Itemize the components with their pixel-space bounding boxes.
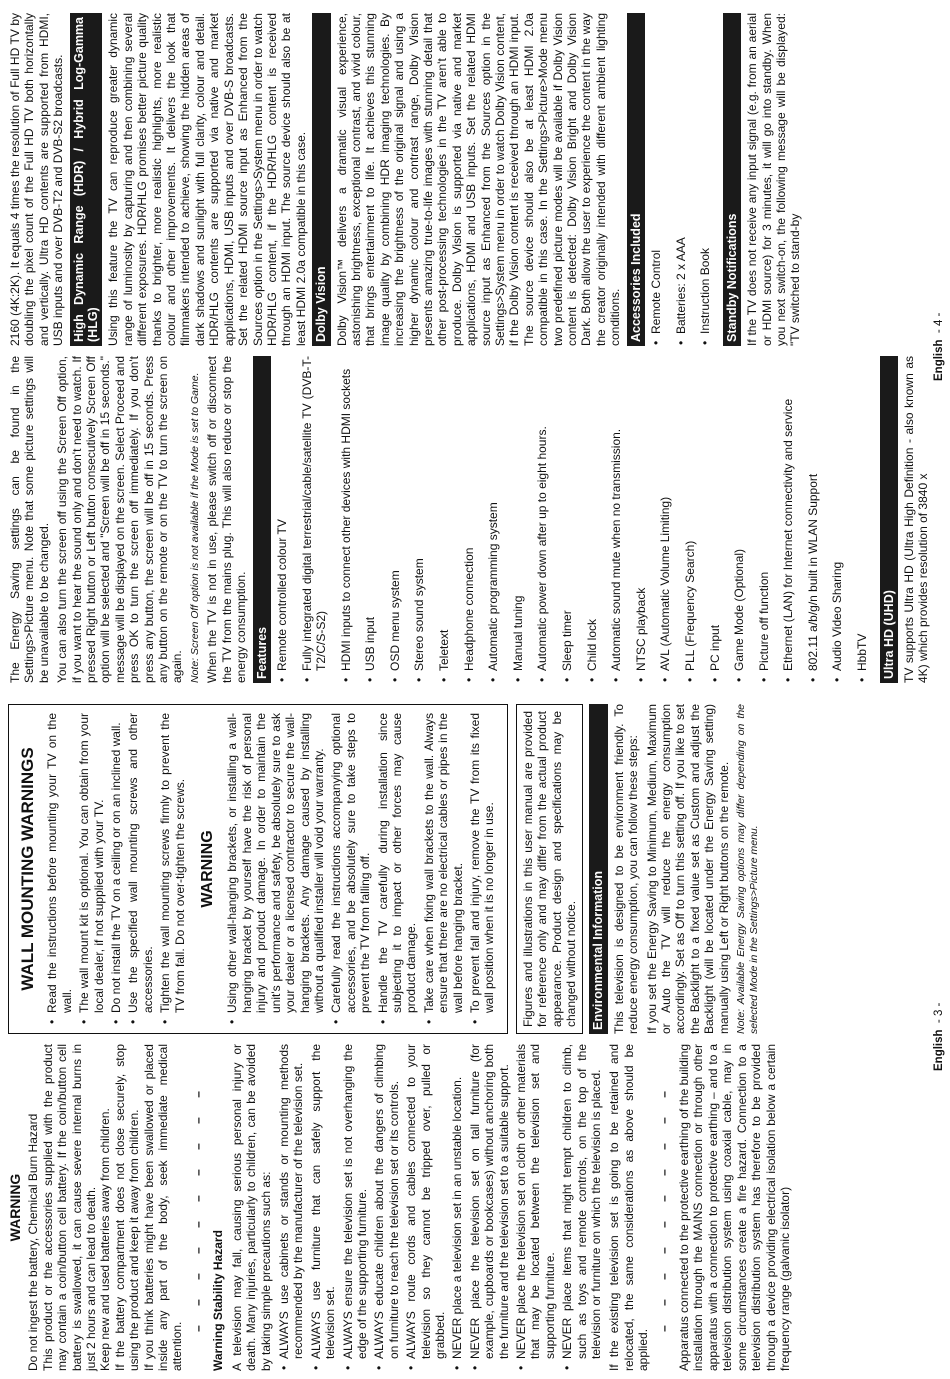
list-item: • Teletext	[437, 356, 451, 683]
list-item: • Read the instructions before mounting your TV on the wall.	[45, 713, 74, 1025]
dolby-vision-text: Dolby Vision™ delivers a dramatic visual experience, astonishing brightness, exceptional contrast, and vivid colour, that brings entertainment to life. It achieves this stunning image quality by combining HDR imaging technologies. By increasing the brightness of the original signal and using a higher dynamic colour and contrast range, Dolby Vision presents amazing true-to-life images with stunning detail that other post-processing technologies in the TV aren't able to produce. Dolby Vision is supported via native and market applications, HDMI and USB inputs. Set the related HDMI source input as Enhanced from the Sources option in the Settings>System menu in order to watch Dolby Vision content, if the Dolby Vision content is received through an HDMI input. The source device should also be at least HDMI 2.0a compatible in this case. In the Settings>Picture>Mode menu two predefined picture modes will be available if Dolby Vision content is detected: Dolby Vision Bright and Dolby Vision Dark. Both allow the user to experience the content in the way the creator originally intended with different ambient lighting conditions.	[334, 13, 623, 346]
footer-language: English	[933, 339, 945, 381]
page4-left-column	[8, 356, 935, 683]
accessories-list	[649, 13, 713, 346]
page3-left-column	[8, 1044, 796, 1371]
power-off-text: When the TV is not in use, please switch off or disconnect the TV from the mains plug. This will also reduce or stop the energy consumption.	[205, 356, 249, 683]
energy-saving-text: If you set the Energy Saving to Minimum, Medium, Maximum or Auto the TV will reduce the energy consumption accordingly. Set as Off to turn this setting off. If you like to set the Backlight to a fixed value set as Custom and adjust the Backlight (will be located under the Energy Saving setting) manually using Left or Right buttons on the remote.	[644, 704, 731, 1034]
wall-mounting-list	[45, 713, 187, 1025]
list-item: • The wall mount kit is optional. You can obtain from your local dealer, if not supplied with your TV.	[77, 713, 106, 1025]
list-item: • ALWAYS use cabinets or stands or mounting methods recommended by the manufacturer of the television set.	[277, 1044, 306, 1371]
earthing-text: Apparatus connected to the protective earthing of the building installation through the MAINS connection or through other apparatus with a connection to protective earthing – and to a television distribution system using coaxial cable, may in some circumstances create a fire hazard. Connection to a television distribution system has therefore to be provided through a device providing electrical isolation below a certain frequency range (galvanic isolator)	[677, 1044, 792, 1371]
page-number: - 3 -	[933, 1002, 945, 1024]
page4-right-column	[8, 13, 807, 346]
wall-mounting-heading: WALL MOUNTING WARNINGS	[18, 747, 37, 991]
page-number: - 4 -	[933, 312, 945, 334]
uhd-text: TV supports Ultra HD (Ultra High Definition - also known as 4K) which provides resolution of 3840 x	[902, 356, 931, 683]
list-item: • Using other wall-hanging brackets, or installing a wall-hanging bracket by yourself have the risk of personal injury and product damage. In order to maintain the unit's performance and safety, be absolutely sure to ask your dealer or a licensed contractor to secure the wall-hanging brackets. Any damage caused by installing without a qualified installer will void your warranty.	[225, 713, 326, 1025]
relocation-text: If the existing television set is going to be retained and relocated, the same considerations as above should be applied.	[607, 1044, 651, 1371]
install-warning-list	[225, 713, 496, 1025]
list-item: • Remote controlled colour TV	[275, 356, 289, 683]
standby-heading: Standby Notifications	[723, 13, 741, 346]
energy-settings-location: The Energy Saving settings can be found in the Settings>Picture menu. Note that some picture settings will be unavailable to be changed.	[8, 356, 51, 683]
list-item: • PC input	[708, 356, 722, 683]
features-heading: Features	[253, 356, 271, 683]
list-item: • Sleep timer	[560, 356, 574, 683]
list-item: • ALWAYS route cords and cables connected to your television so they cannot be tripped over, pulled or grabbed.	[404, 1044, 447, 1371]
environmental-heading: Environmental Information	[589, 704, 607, 1034]
manual-page-4	[0, 0, 950, 689]
list-item: • Automatic programming system	[486, 356, 500, 683]
list-item: • NEVER place the television set on tall furniture (for example, cupboards or bookcases) without anchoring both the furniture and the television set to a suitable support.	[468, 1044, 511, 1371]
footer-language: English	[933, 1029, 945, 1071]
list-item: • Manual tuning	[511, 356, 525, 683]
screen-off-text: You can also turn the screen off using the Screen Off option, if you want to hear the sound only and don't need to watch. If pressed Right button or Left button consecutively Screen Off option will be selected and "Screen will be off in 15 seconds." message will be displayed on the screen. Select Proceed and press OK to turn the screen off immediately. If you don't press any button, the screen will be off in 15 seconds. Press any button on the remote or on the TV to turn the screen on again.	[55, 356, 185, 683]
list-item: • Use the specified wall mounting screws and other accessories.	[126, 713, 155, 1025]
page-footer	[933, 313, 945, 381]
list-item: • Tighten the wall mounting screws firmly to prevent the TV from fall. Do not over-tighten the screws.	[158, 713, 187, 1025]
list-item: • Do not install the TV on a ceiling or on an inclined wall.	[109, 713, 123, 1025]
warning-heading: WARNING	[199, 830, 217, 908]
list-item: • ALWAYS ensure the television set is not overhanging the edge of the supporting furniture.	[341, 1044, 370, 1371]
list-item: • Audio Video Sharing	[830, 356, 844, 683]
list-item: • OSD menu system	[388, 356, 402, 683]
dolby-vision-heading: Dolby Vision	[312, 13, 330, 346]
list-item: • Batteries: 2 x AAA	[674, 13, 688, 346]
battery-warning-text: Do not ingest the battery, Chemical Burn Hazard This product or the accessories supplied with the product may contain a coin/button cell battery. If the coin/button cell battery is swallowed, it can cause severe internal burns in just 2 hours and can lead to death. Keep new and used batteries away from children. If the battery compartment does not close securely, stop using the product and keep it away from children. If you think batteries might have been swallowed or placed inside any part of the body, seek immediate medical attention.	[26, 1044, 185, 1371]
list-item: • 802.11 a/b/g/n built in WLAN Support	[806, 356, 820, 683]
warning-heading: WARNING	[7, 1173, 23, 1242]
list-item: • ALWAYS use furniture that can safely support the television set.	[309, 1044, 338, 1371]
accessories-heading: Accessories Included	[627, 13, 645, 346]
list-item: • Headphone connection	[462, 356, 476, 683]
separator-dashes: – – – – – – – – – –	[190, 1083, 205, 1332]
list-item: • Carefully read the instructions accompanying optional accessories, and be absolutely sure to take steps to prevent the TV from falling off.	[329, 713, 372, 1025]
list-item: • NTSC playback	[634, 356, 648, 683]
features-list	[275, 356, 869, 683]
list-item: • ALWAYS educate children about the dangers of climbing on furniture to reach the television set or its controls.	[372, 1044, 401, 1371]
stability-list	[277, 1044, 604, 1371]
stability-intro: A television may fall, causing serious personal injury or death. Many injuries, particularly to children, can be avoided by taking simple precautions such as:	[229, 1044, 273, 1371]
uhd-text-continued: 2160 (4K:2K). It equals 4 times the resolution of Full HD TV by doubling the pixel count of the Full HD TV both horizontally and vertically. Ultra HD contents are supported from HDMI, USB inputs and over DVB-T2 and DVB-S2 broadcasts.	[8, 13, 66, 346]
list-item: • Fully integrated digital terrestrial/cable/satellite TV (DVB-T-T2/C/S-S2)	[300, 356, 329, 683]
uhd-heading: Ultra HD (UHD)	[880, 356, 898, 683]
list-item: • NEVER place the television set on cloth or other materials that may be located between the television set and supporting furniture.	[514, 1044, 557, 1371]
list-item: • Remote Control	[649, 13, 663, 346]
standby-text: If the TV does not receive any input signal (e.g. from an aerial or HDMI source) for 3 minutes, it will go into standby. When you next switch-on, the following message will be displayed: "TV switched to stand-by	[745, 13, 803, 346]
page3-right-column	[8, 704, 764, 1034]
list-item: • Picture off function	[757, 356, 771, 683]
stability-heading: Warning Stability Hazard	[211, 1230, 226, 1371]
list-item: • AVL (Automatic Volume Limiting)	[658, 356, 672, 683]
figures-disclaimer: Figures and illustrations in this user manual are provided for reference only and may differ from the actual product appearance. Product design and specifications may be changed without notice.	[520, 711, 578, 1027]
list-item: • To prevent fall and injury, remove the TV from its fixed wall position when it is no longer in use.	[468, 713, 497, 1025]
energy-saving-note: Note: Available Energy Saving options may differ depending on the selected Mode in the Settings>Picture menu.	[735, 704, 760, 1034]
list-item: • Instruction Book	[698, 13, 712, 346]
list-item: • HbbTV	[855, 356, 869, 683]
separator-dashes: – – – – – – – – – –	[656, 1083, 671, 1332]
wall-mounting-box	[8, 704, 508, 1034]
list-item: • Stereo sound system	[412, 356, 426, 683]
list-item: • HDMI inputs to connect other devices with HDMI sockets	[339, 356, 353, 683]
list-item: • Handle the TV carefully during installation since subjecting it to impact or other forces may cause product damage.	[376, 713, 419, 1025]
hdr-heading: High Dynamic Range (HDR) / Hybrid Log-Gamma (HLG)	[70, 13, 103, 346]
figures-disclaimer-box	[516, 704, 584, 1034]
list-item: • NEVER place a television set in an unstable location.	[450, 1044, 464, 1371]
manual-page-3	[0, 690, 950, 1379]
hdr-text: Using this feature the TV can reproduce greater dynamic range of luminosity by capturing and then combining several different exposures. HDR/HLG promises better picture quality thanks to brighter, more realistic highlights, more realistic colour and other improvements. It delivers the look that filmmakers intended to achieve, showing the hidden areas of dark shadows and sunlight with full clarity, colour and detail. HDR/HLG contents are supported via native and market applications, HDMI, USB inputs and over DVB-S broadcasts. Set the related HDMI source input as Enhanced from the Sources option in the Settings>System menu in order to watch HDR/HLG content, if the HDR/HLG content is received through an HDMI input. The source device should also be at least HDMI 2.0a compatible in this case.	[106, 13, 308, 346]
list-item: • Child lock	[585, 356, 599, 683]
list-item: • Automatic sound mute when no transmission.	[609, 356, 623, 683]
list-item: • Automatic power down after up to eight hours.	[535, 356, 549, 683]
list-item: • USB input	[363, 356, 377, 683]
page-footer	[933, 1003, 945, 1071]
list-item: • PLL (Frequency Search)	[683, 356, 697, 683]
list-item: • Game Mode (Optional)	[732, 356, 746, 683]
list-item: • Take care when fixing wall brackets to the wall. Always ensure that there are no electrical cables or pipes in the wall before hanging bracket.	[422, 713, 465, 1025]
screen-off-note: Note: Screen Off option is not available if the Mode is set to Game.	[188, 372, 201, 683]
environmental-intro: This television is designed to be environment friendly. To reduce energy consumption, you can follow these steps:	[611, 704, 641, 1034]
list-item: • NEVER place items that might tempt children to climb, such as toys and remote controls, on the top of the television or furniture on which the television is placed.	[560, 1044, 603, 1371]
list-item: • Ethernet (LAN) for Internet connectivity and service	[781, 356, 795, 683]
